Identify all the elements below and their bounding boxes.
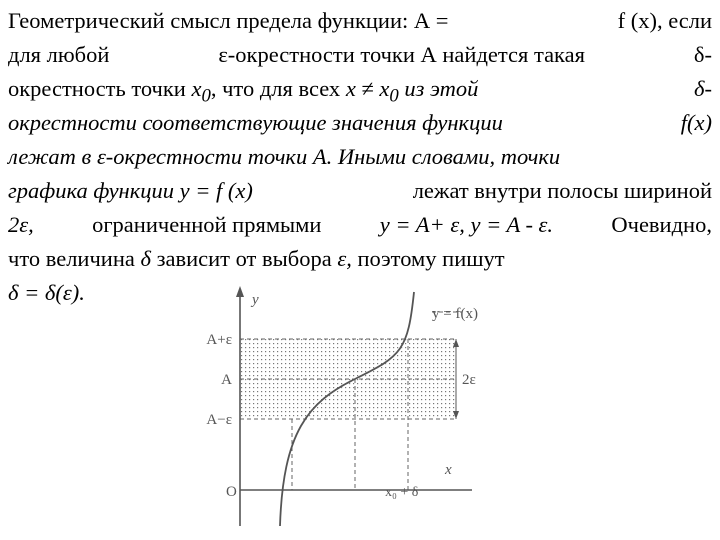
text-fragment: δ = δ(ε).	[8, 280, 85, 305]
curve-label: y = f(x)	[432, 306, 478, 322]
band-width-label: 2ε	[462, 372, 476, 388]
text-fragment: f(x)	[680, 110, 712, 135]
y-axis-label: y	[252, 292, 259, 308]
label-x0-plus-delta: x₀ + δ	[385, 485, 419, 500]
text-line-2	[8, 38, 712, 72]
text-fragment: окрестности соответствующие значения функции	[8, 110, 503, 135]
text-fragment: δ-	[693, 42, 712, 67]
text-fragment: поэтому пишут	[357, 246, 505, 271]
text-fragment: ограниченной прямыми	[92, 212, 322, 237]
text-fragment: 0	[201, 85, 211, 107]
text-fragment: δ-	[694, 76, 712, 101]
text-fragment: x ≠ x	[345, 76, 390, 101]
text-fragment: ε,	[337, 246, 352, 271]
text-fragment: x	[191, 76, 202, 101]
text-fragment: зависит от выбора	[156, 246, 332, 271]
text-fragment: графика функции y = f (x)	[8, 178, 253, 203]
text-line-4	[8, 106, 712, 140]
text-line-1	[8, 4, 712, 38]
label-a-minus-eps: A−ε	[206, 412, 232, 428]
label-a: A	[221, 372, 232, 388]
text-fragment: Очевидно,	[611, 212, 712, 237]
text-line-5	[8, 140, 712, 174]
text-fragment: лежат внутри полосы шириной	[412, 178, 712, 203]
text-fragment: f (x), если	[617, 8, 712, 33]
limit-graph	[180, 282, 510, 532]
text-fragment: 0	[389, 85, 399, 107]
text-fragment: окрестность точки	[8, 76, 186, 101]
text-fragment: ε-окрестности точки А найдется такая	[218, 42, 585, 67]
x-axis-label: x	[445, 462, 452, 478]
x0-symbol	[191, 76, 211, 107]
text-line-6	[8, 174, 712, 208]
text-fragment: y = A+ ε, y = A - ε.	[379, 212, 554, 237]
text-fragment: δ	[140, 246, 151, 271]
text-line-7	[8, 208, 712, 242]
text-fragment: Геометрический смысл предела функции: А =	[8, 8, 449, 33]
origin-label: O	[226, 484, 237, 500]
text-line-8	[8, 242, 712, 276]
text-fragment: из этой	[404, 76, 479, 101]
label-a-plus-eps: A+ε	[206, 332, 232, 348]
text-fragment: для любой	[8, 42, 110, 67]
text-fragment: что величина	[8, 246, 135, 271]
text-fragment: лежат в ε-окрестности точки А. Иными словами, точки	[8, 144, 561, 169]
x-neq-x0-symbol	[345, 76, 399, 107]
text-fragment: 2ε,	[8, 212, 34, 237]
y-axis-arrow	[236, 286, 244, 297]
text-fragment: , что для всех	[210, 76, 341, 101]
